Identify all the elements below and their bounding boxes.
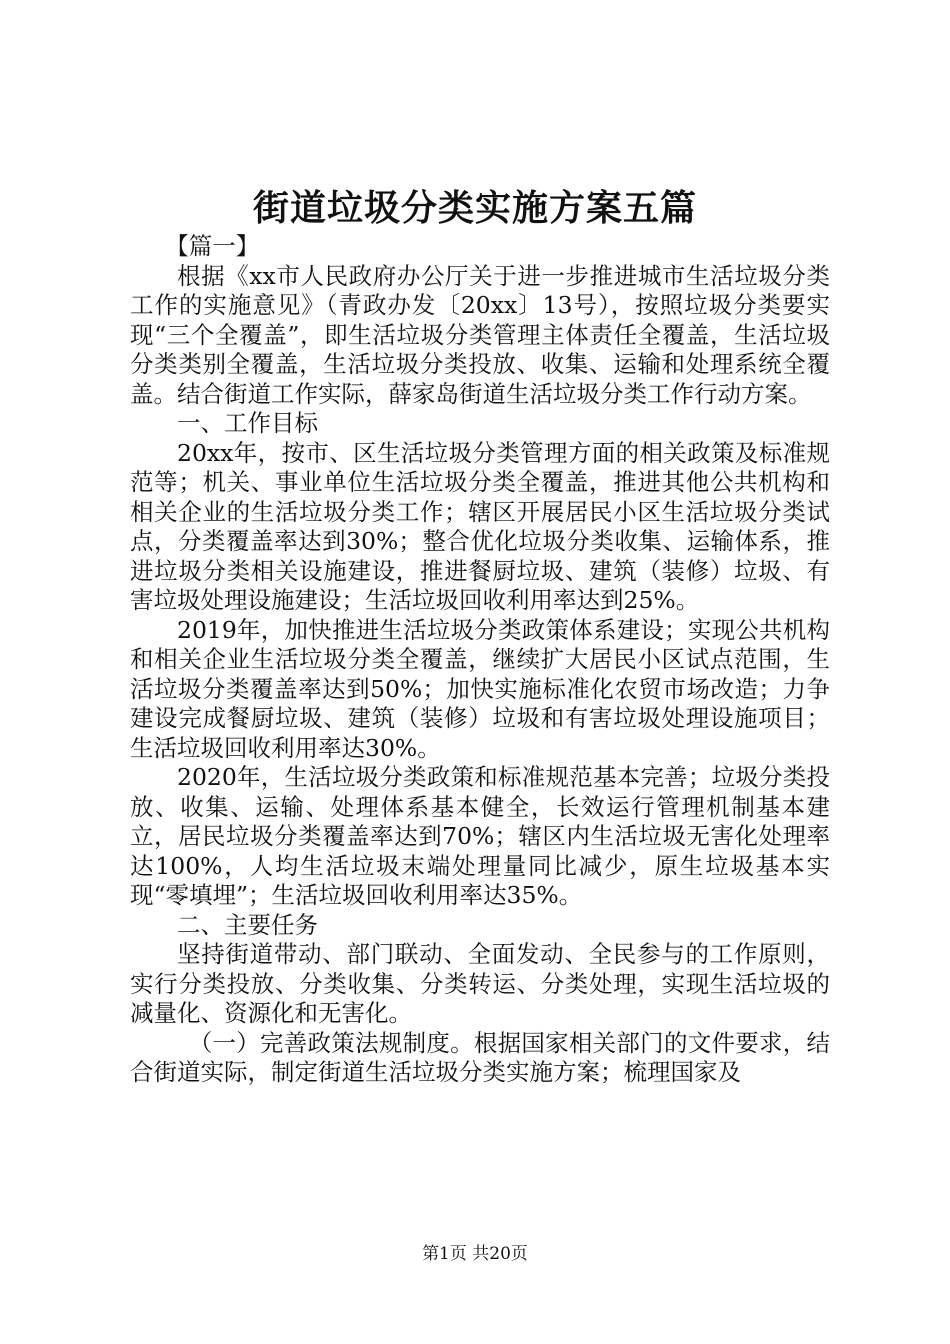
document-body — [130, 232, 830, 1088]
paragraph-principles: 坚持街道带动、部门联动、全面发动、全民参与的工作原则，实行分类投放、分类收集、分类转运、分类处理，实现生活垃圾的减量化、资源化和无害化。 — [130, 940, 830, 1027]
paragraph-task-1: （一）完善政策法规制度。根据国家相关部门的文件要求，结合街道实际，制定街道生活垃圾分类实施方案；梳理国家及 — [130, 1028, 830, 1086]
part-label: 【篇一】 — [165, 232, 260, 260]
section-heading-tasks: 二、主要任务 — [177, 910, 318, 939]
paragraph-goal-2019: 2019年，加快推进生活垃圾分类政策体系建设；实现公共机构和相关企业生活垃圾分类全覆盖，继续扩大居民小区试点范围，生活垃圾分类覆盖率达到50%；加快实施标准化农贸市场改造；力争建设完成餐厨垃圾、建筑（装修）垃圾和有害垃圾处理设施项目；生活垃圾回收利用率达30%。 — [130, 615, 830, 762]
section-heading-goals: 一、工作目标 — [177, 409, 318, 437]
paragraph-goal-20xx: 20xx年，按市、区生活垃圾分类管理方面的相关政策及标准规范等；机关、事业单位生活垃圾分类全覆盖，推进其他公共机构和相关企业的生活垃圾分类工作；辖区开展居民小区生活垃圾分类试点，分类覆盖率达到30%；整合优化垃圾分类收集、运输体系，推进垃圾分类相关设施建设，推进餐厨垃圾、建筑（装修）垃圾、有害垃圾处理设施建设；生活垃圾回收利用率达到25%。 — [130, 438, 830, 614]
paragraph-goal-2020: 2020年，生活垃圾分类政策和标准规范基本完善；垃圾分类投放、收集、运输、处理体系基本健全，长效运行管理机制基本建立，居民垃圾分类覆盖率达到70%；辖区内生活垃圾无害化处理率达100%，人均生活垃圾末端处理量同比减少，原生垃圾基本实现“零填埋”；生活垃圾回收利用率达35%。 — [130, 763, 830, 909]
document-title: 街道垃圾分类实施方案五篇 — [252, 187, 697, 229]
page-footer: 第1页 共20页 — [422, 1244, 528, 1264]
paragraph-intro: 根据《xx市人民政府办公厅关于进一步推进城市生活垃圾分类工作的实施意见》（青政办发〔20xx〕13号），按照垃圾分类要实现“三个全覆盖”，即生活垃圾分类管理主体责任全覆盖，生活垃圾分类类别全覆盖，生活垃圾分类投放、收集、运输和处理系统全覆盖。结合街道工作实际，薛家岛街道生活垃圾分类工作行动方案。 — [130, 261, 830, 408]
